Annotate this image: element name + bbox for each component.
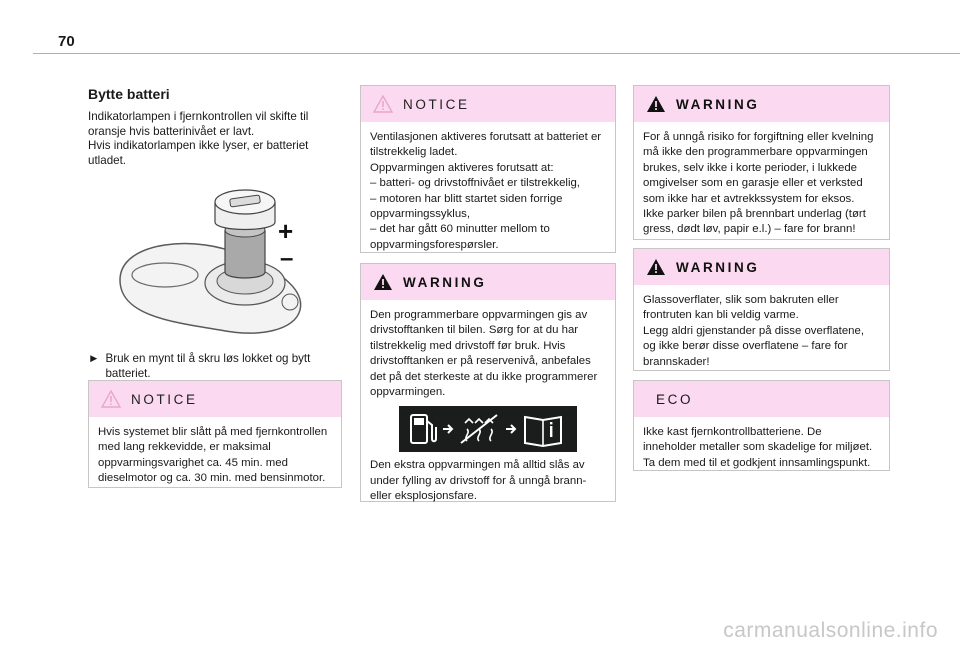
caution-triangle-icon (101, 390, 121, 408)
header-rule (33, 53, 960, 54)
heating-pictogram-strip (399, 406, 577, 452)
warning-box (633, 248, 890, 371)
battery-intro-text: Indikatorlampen i fjernkontrollen vil skifte til oransje hvis batterinivået er lavt. Hvis indikatorlampen ikke lyser, er batteriet utladet. (88, 110, 309, 167)
notice-header (361, 86, 615, 122)
warning-body: For å unngå risiko for forgiftning eller kvelning må ikke den programmerbare oppvarmingen brukes, selv ikke i korte perioder, i lukkede omgivelser som en garasje eller et verksted som ikke har et avtrekkssystem for eksos. Ikke parker bilen på brennbart underlag (tørt gress, dødt løv, papir e.l.) – fare for brann! (643, 131, 874, 236)
eco-body: Ikke kast fjernkontrollbatteriene. De inneholder metaller som skadelige for miljøet. Ta dem med til et godkjent innsamlingspunkt. (643, 426, 873, 469)
warning-triangle-icon (646, 258, 666, 276)
remote-battery-illustration (110, 180, 330, 338)
manual-book-icon (525, 417, 561, 446)
warning-triangle-icon (373, 273, 393, 291)
watermark: carmanualsonline.info (723, 619, 938, 642)
notice-body: Hvis systemet blir slått på med fjernkontrollen med lang rekkevidde, er maksimal oppvarmingsvarighet ca. 45 min. med dieselmotor og ca. 30 min. med bensinmotor. (98, 426, 328, 485)
notice-title: NOTICE (403, 96, 470, 112)
warning-header (634, 86, 889, 122)
warning-box (633, 85, 890, 240)
step-arrow-icon: ► (88, 352, 100, 366)
notice-body: Ventilasjonen aktiveres forutsatt at batteriet er tilstrekkelig ladet. Oppvarmingen aktiveres forutsatt at: – batteri- og drivstoffnivået er tilstrekkelig, – motoren har blitt startet siden forrige oppvarmingssyklus, – det har gått 60 minutter mellom to oppvarmingsforespørsler. (370, 131, 602, 251)
eco-box (633, 380, 890, 471)
no-heater-icon (461, 415, 497, 443)
warning-header (361, 264, 615, 300)
warning-body: Den programmerbare oppvarmingen gis av drivstofftanken til bilen. Sørg for at du har tilstrekkelig med drivstoff før bruk. Hvis drivstofftanken er på reservenivå, anbefales det på det sterkeste at du ikke programmerer oppvarmingen. (370, 309, 598, 399)
step-instruction (88, 352, 370, 381)
page-number: 70 (58, 33, 75, 50)
warning-body-after: Den ekstra oppvarmingen må alltid slås av under fylling av drivstoff for å unngå brann- eller eksplosjonsfare. (370, 459, 587, 503)
warning-header (634, 249, 889, 285)
warning-triangle-icon (646, 95, 666, 113)
notice-header (89, 381, 341, 417)
step-text: Bruk en mynt til å skru løs lokket og bytt batteriet. (105, 352, 311, 380)
warning-title: WARNING (676, 259, 760, 275)
section-heading: Bytte batteri (88, 86, 170, 102)
notice-title: NOTICE (131, 391, 198, 407)
notice-box (88, 380, 342, 488)
plus-sign: + (278, 216, 294, 247)
warning-body: Glassoverflater, slik som bakruten eller frontruten kan bli veldig varme. Legg aldri gjenstander på disse overflatene, og ikke berør disse overflatene – fare for brannskader! (643, 294, 864, 368)
left-column (88, 80, 370, 382)
warning-title: WARNING (403, 274, 487, 290)
caution-triangle-icon (373, 95, 393, 113)
fuel-pump-icon (411, 415, 436, 443)
arrow-right-icon (506, 425, 515, 433)
eco-header (634, 381, 889, 417)
notice-box (360, 85, 616, 253)
warning-box (360, 263, 616, 502)
warning-title: WARNING (676, 96, 760, 112)
minus-sign: – (280, 245, 294, 273)
pictogram-row (403, 409, 573, 449)
arrow-right-icon (443, 425, 452, 433)
eco-title: ECO (656, 391, 694, 407)
